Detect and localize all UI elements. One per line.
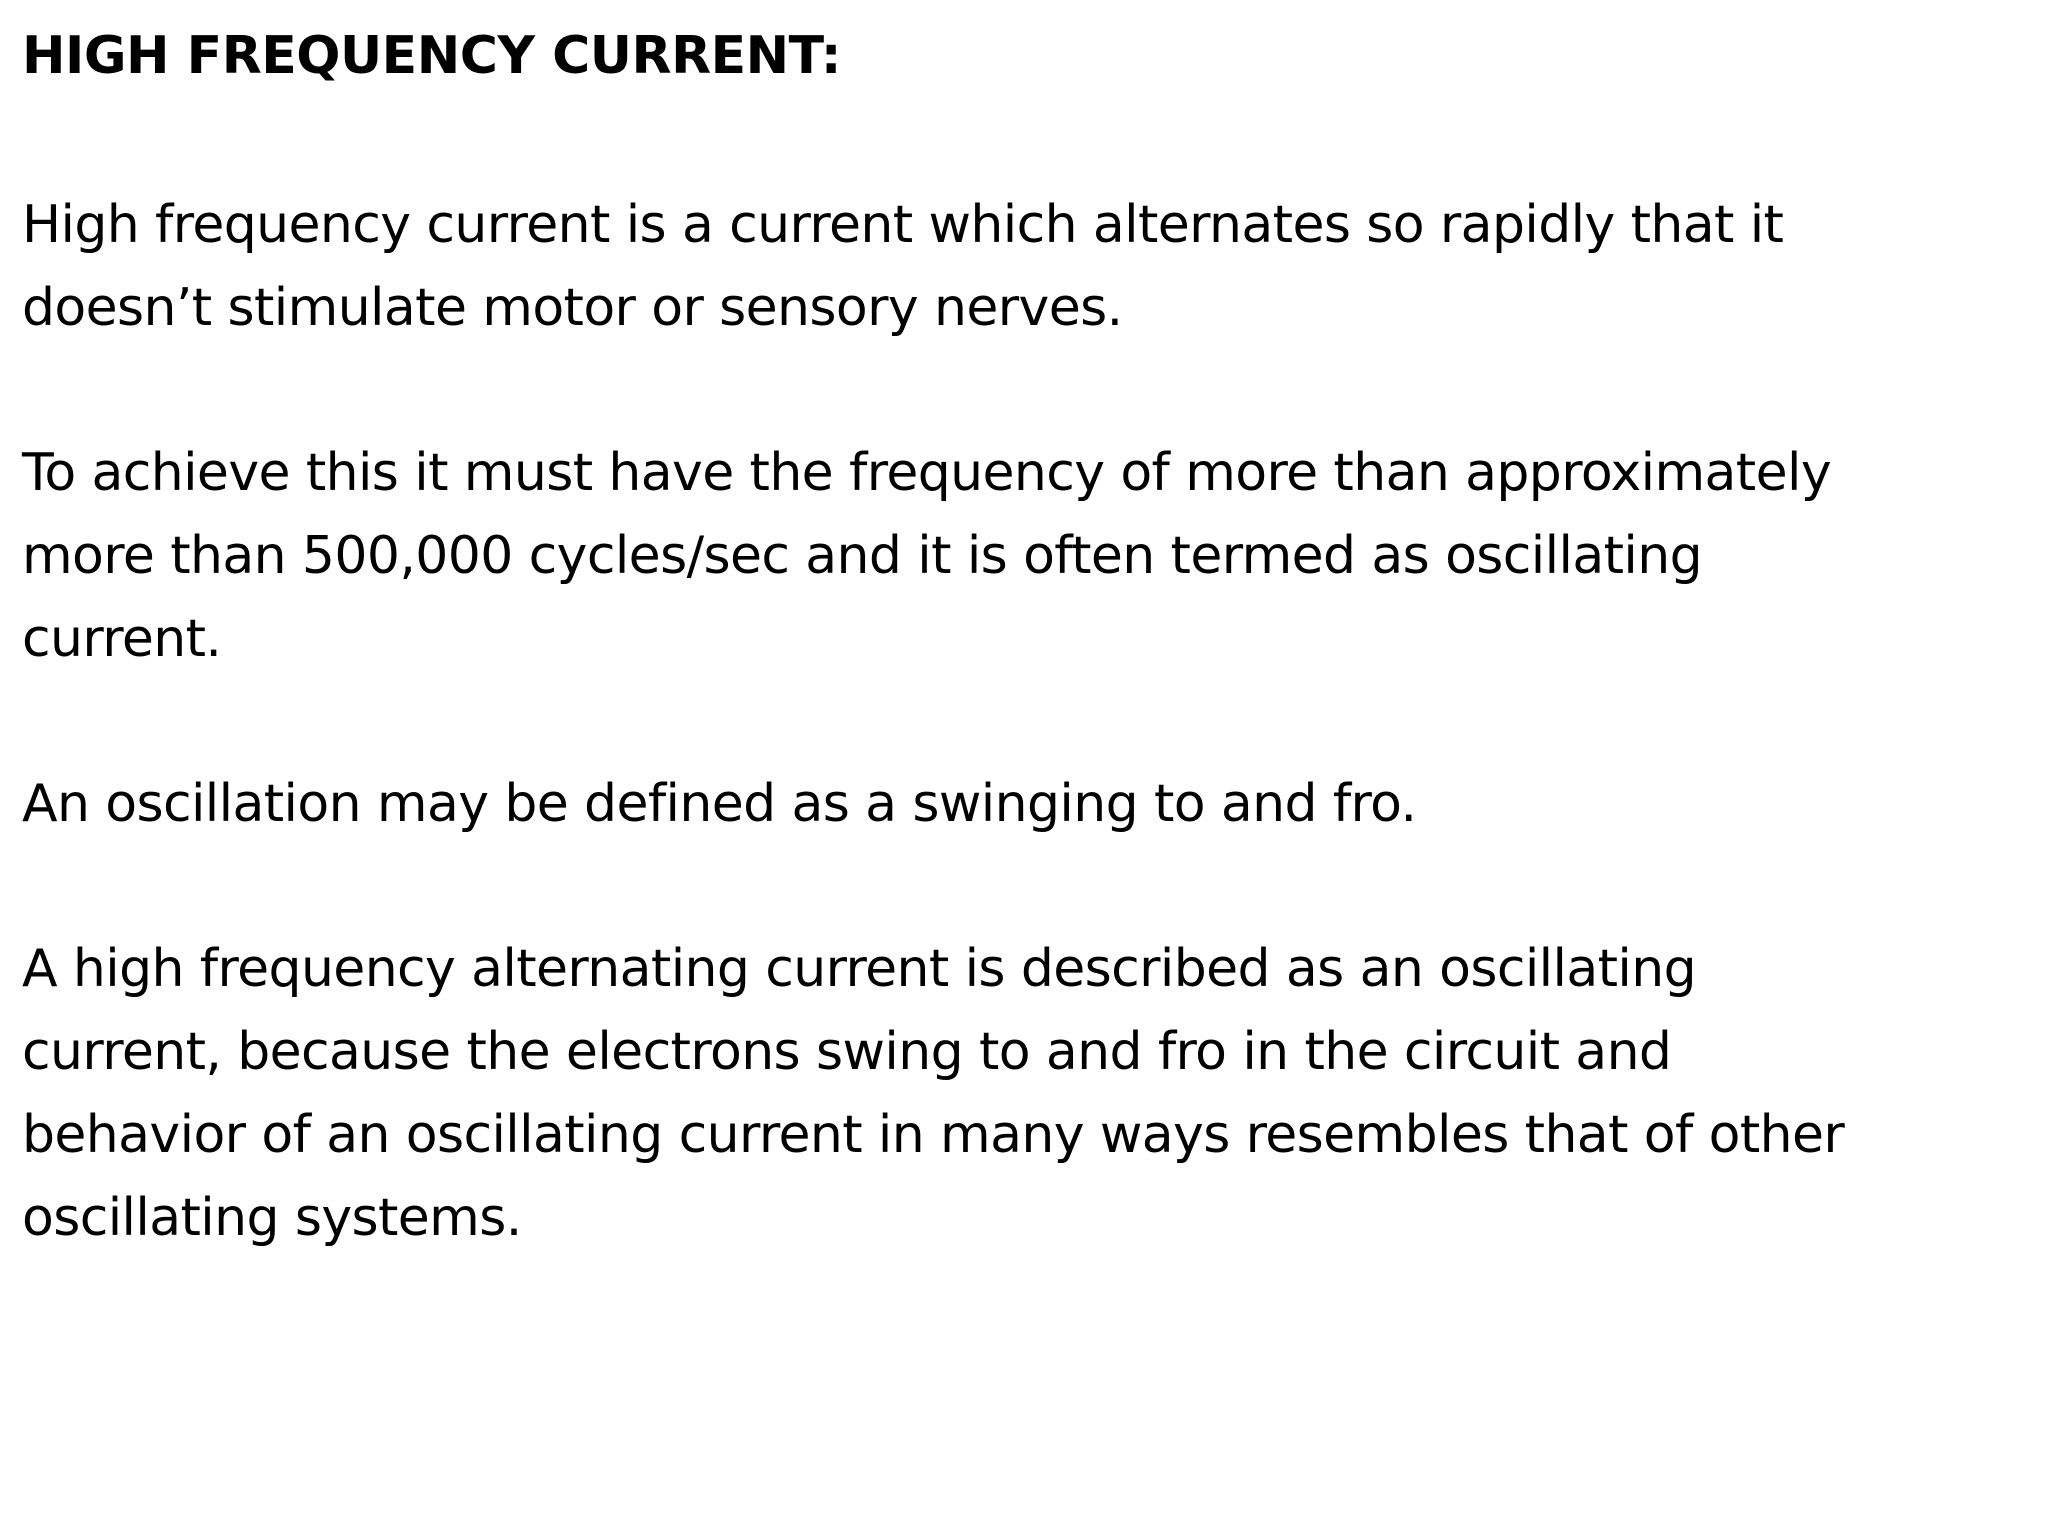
paragraph-line: more than 500,000 cycles/sec and it is often termed as oscillating	[22, 526, 1702, 586]
paragraph-definition	[22, 184, 2022, 350]
paragraph-line: current.	[22, 609, 222, 669]
paragraph-oscillating-current	[22, 928, 2022, 1260]
paragraph-line: A high frequency alternating current is described as an oscillating	[22, 939, 1697, 999]
paragraph-line: oscillating systems.	[22, 1188, 522, 1248]
paragraph-line: An oscillation may be defined as a swinging to and fro.	[22, 774, 1417, 834]
paragraph-line: High frequency current is a current which alternates so rapidly that it	[22, 195, 1784, 255]
paragraph-oscillation	[22, 763, 2022, 846]
paragraph-line: current, because the electrons swing to and fro in the circuit and	[22, 1022, 1672, 1082]
paragraph-line: behavior of an oscillating current in many ways resembles that of other	[22, 1105, 1845, 1165]
slide-title: HIGH FREQUENCY CURRENT:	[22, 26, 842, 86]
paragraph-line: doesn’t stimulate motor or sensory nerves.	[22, 278, 1123, 338]
slide-content	[22, 18, 2022, 1342]
paragraph-line: To achieve this it must have the frequency of more than approximately	[22, 443, 1831, 503]
paragraph-frequency	[22, 432, 2022, 681]
